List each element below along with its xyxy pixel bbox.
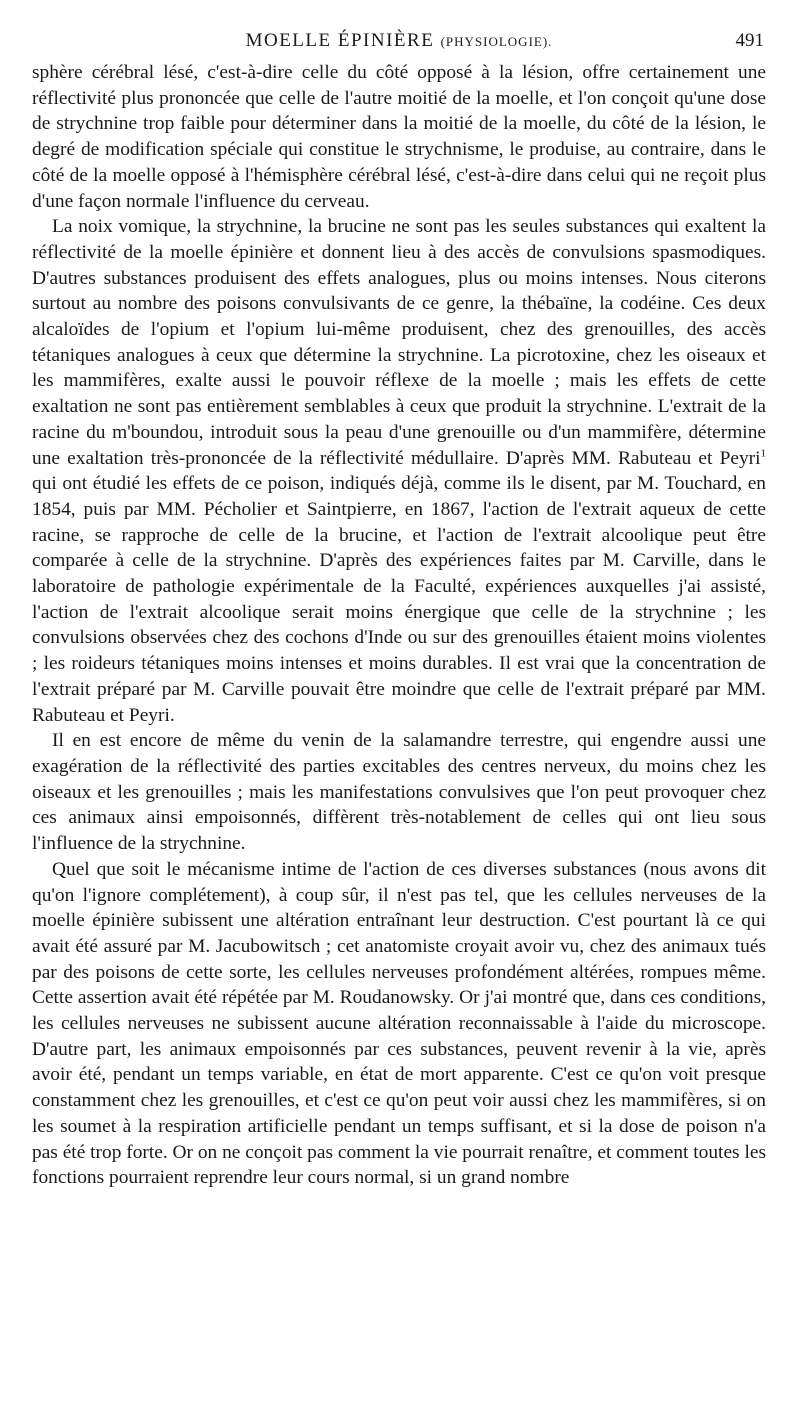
running-head: [32, 30, 766, 52]
paragraph: [32, 728, 766, 857]
page-header: [32, 20, 766, 56]
paragraph-text-continued: qui ont étudié les effets de ce poison, indiqués déjà, comme ils le disent, par M. Touchard, en 1854, puis par MM. Pécholier et Saintpierre, en 1867, l'action de l'extrait aqueux de cette racine, se rapproche de celle de la brucine, et l'action de l'extrait alcoolique peut être comparée à celle de la strychnine. D'après des expériences faites par M. Carville, dans le laboratoire de pathologie expérimentale de la Faculté, expériences auxquelles j'ai assisté, l'action de l'extrait alcoolique serait moins énergique que celle de la strychnine ; les convulsions observées chez des cochons d'Inde ou sur des grenouilles étaient moins violentes ; les roideurs tétaniques moins intenses et moins durables. Il est vrai que la concentration de l'extrait préparé par M. Carville pouvait être moindre que celle de l'extrait préparé par MM. Rabuteau et Peyri.: [32, 473, 766, 726]
paragraph: [32, 857, 766, 1191]
paragraph-text: Il en est encore de même du venin de la salamandre terrestre, qui engendre aussi une exagération de la réflectivité des parties excitables des centres nerveux, du moins chez les oiseaux et les grenouilles ; mais les manifestations convulsives que l'on peut provoquer chez ces animaux ainsi empoisonnés, diffèrent très-notablement de celles qui ont lieu sous l'influence de la strychnine.: [32, 730, 766, 855]
paragraph: [32, 60, 766, 214]
book-page: [32, 20, 766, 1191]
paragraph: [32, 214, 766, 728]
body-text: [32, 60, 766, 1191]
page-number: 491: [735, 30, 764, 51]
running-head-subtitle: (PHYSIOLOGIE).: [440, 34, 553, 49]
running-head-title: MOELLE ÉPINIÈRE: [245, 30, 435, 51]
footnote-mark: 1: [760, 447, 766, 460]
paragraph-text: La noix vomique, la strychnine, la brucine ne sont pas les seules substances qui exaltent la réflectivité de la moelle épinière et donnent lieu à des accès de convulsions spasmodiques. D'autres substances produisent des effets analogues, plus ou moins intenses. Nous citerons surtout au nombre des poisons convulsivants de ce genre, la thébaïne, la codéine. Ces deux alcaloïdes de l'opium et l'opium lui-même produisent, chez des grenouilles, des accès tétaniques analogues à ceux que détermine la strychnine. La picrotoxine, chez les oiseaux et les mammifères, exalte aussi le pouvoir réflexe de la moelle ; mais les effets de cette exaltation ne sont pas entièrement semblables à ceux que produit la strychnine. L'extrait de la racine du m'boundou, introduit sous la peau d'une grenouille ou d'un mammifère, détermine une exaltation très-prononcée de la réflectivité médullaire. D'après MM. Rabuteau et Peyri: [32, 216, 766, 469]
paragraph-text: Quel que soit le mécanisme intime de l'action de ces diverses substances (nous avons dit qu'on l'ignore complétement), à coup sûr, il n'est pas tel, que les cellules nerveuses de la moelle épinière subissent une altération entraînant leur destruction. C'est pourtant là ce qui avait été assuré par M. Jacubowitsch ; cet anatomiste croyait avoir vu, chez des animaux tués par des poisons de cette sorte, les cellules nerveuses profondément altérées, rompues même. Cette assertion avait été répétée par M. Roudanowsky. Or j'ai montré que, dans ces conditions, les cellules nerveuses ne subissent aucune altération reconnaissable à l'aide du microscope. D'autre part, les animaux empoisonnés par ces substances, peuvent revenir à la vie, après avoir été, pendant un temps variable, en état de mort apparente. C'est ce qu'on voit presque constamment chez les grenouilles, et c'est ce qu'on peut voir aussi chez les mammifères, si on les soumet à la respiration artificielle pendant un temps suffisant, et si la dose de poison n'a pas été trop forte. Or on ne conçoit pas comment la vie pourrait renaître, et comment toutes les fonctions pourraient reprendre leur cours normal, si un grand nombre: [32, 858, 766, 1189]
paragraph-text: sphère cérébral lésé, c'est-à-dire celle du côté opposé à la lésion, offre certainement une réflectivité plus prononcée que celle de l'autre moitié de la moelle, et l'on conçoit qu'une dose de strychnine trop faible pour déterminer dans la moitié de la moelle, du côté de la lésion, le degré de modification spéciale qui constitue le strychnisme, le produise, au contraire, dans le côté de la moelle opposé à l'hémisphère cérébral lésé, c'est-à-dire dans celui qui ne reçoit plus d'une façon normale l'influence du cerveau.: [32, 62, 766, 212]
